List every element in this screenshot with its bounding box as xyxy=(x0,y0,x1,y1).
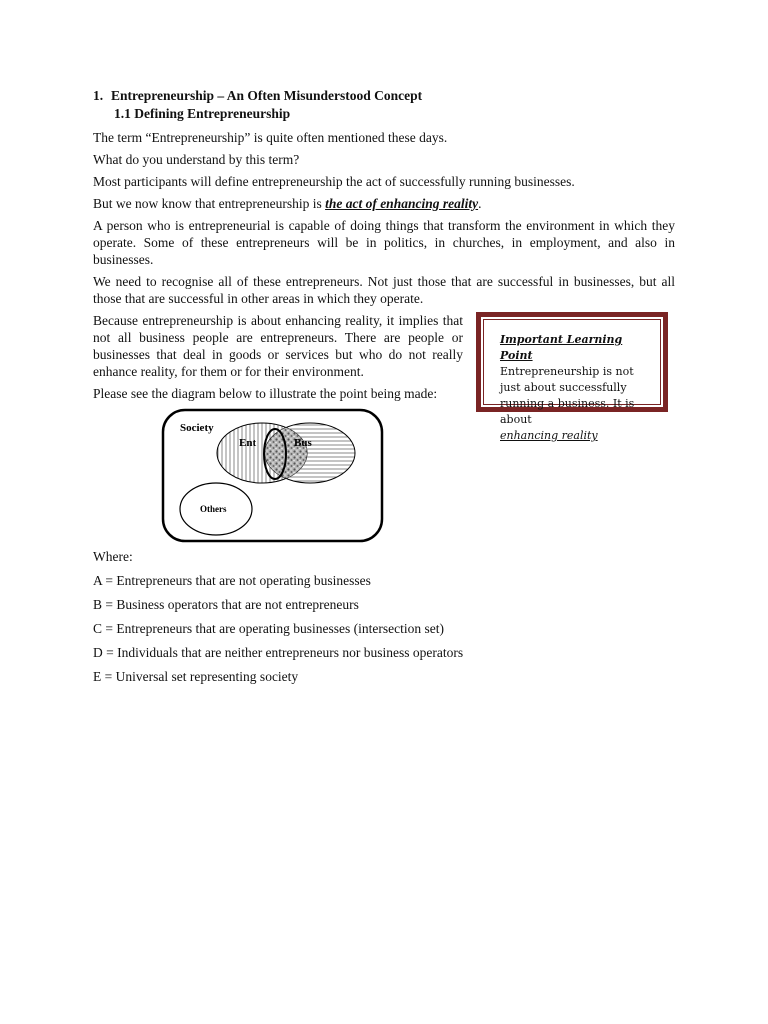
paragraph-participants: Most participants will define entrepreneurship the act of successfully running businesses. xyxy=(93,174,575,189)
venn-diagram xyxy=(161,408,385,544)
definition-emphasis: the act of enhancing reality xyxy=(325,196,479,211)
callout-inner xyxy=(483,319,661,442)
paragraph-definition xyxy=(93,195,675,212)
paragraph-entrepreneurial-person: A person who is entrepreneurial is capable of doing things that transform the environment in which they operate. Some of these entrepreneurs will be in politics, in churches, in employment, and also in businesses. xyxy=(93,218,675,267)
paragraph-not-all: Because entrepreneurship is about enhancing reality, it implies that not all business people are entrepreneurs. There are people or businesses that deal in goods or services but who do not really enhance reality, for them or for their environment. xyxy=(93,313,463,379)
paragraph-term: The term “Entrepreneurship” is quite often mentioned these days. xyxy=(93,130,448,145)
callout-body: Entrepreneurship is not just about successfully running a business. It is about xyxy=(500,365,635,426)
legend-item: E = Universal set representing society xyxy=(93,669,299,684)
bus-label: Bus xyxy=(294,437,312,449)
paragraph-see-diagram: Please see the diagram below to illustrate the point being made: xyxy=(93,386,438,401)
definition-suffix: . xyxy=(478,196,482,211)
ent-label: Ent xyxy=(239,437,257,449)
legend-item: B = Business operators that are not entrepreneurs xyxy=(93,597,359,612)
legend-where: Where: xyxy=(93,549,133,564)
callout-emphasis: enhancing reality xyxy=(500,429,598,442)
section-number: 1. xyxy=(93,88,104,103)
paragraph-question: What do you understand by this term? xyxy=(93,152,300,167)
legend-item: C = Entrepreneurs that are operating businesses (intersection set) xyxy=(93,621,444,636)
learning-point-callout xyxy=(476,312,668,442)
left-column xyxy=(93,312,463,402)
section-heading xyxy=(93,87,675,105)
callout-title: Important Learning Point xyxy=(500,333,623,362)
legend xyxy=(93,548,675,685)
paragraph-recognise: We need to recognise all of these entrepreneurs. Not just those that are successful in businesses, but all those that are successful in other areas in which they operate. xyxy=(93,274,675,306)
definition-prefix: But we now know that entrepreneurship is xyxy=(93,196,326,211)
legend-item: A = Entrepreneurs that are not operating businesses xyxy=(93,573,371,588)
subsection-heading: 1.1 Defining Entrepreneurship xyxy=(114,106,291,121)
section-title: Entrepreneurship – An Often Misunderstood Concept xyxy=(111,88,423,103)
legend-item: D = Individuals that are neither entrepreneurs nor business operators xyxy=(93,645,464,660)
others-label: Others xyxy=(200,504,227,514)
society-label: Society xyxy=(180,422,214,434)
document-page xyxy=(93,87,675,692)
